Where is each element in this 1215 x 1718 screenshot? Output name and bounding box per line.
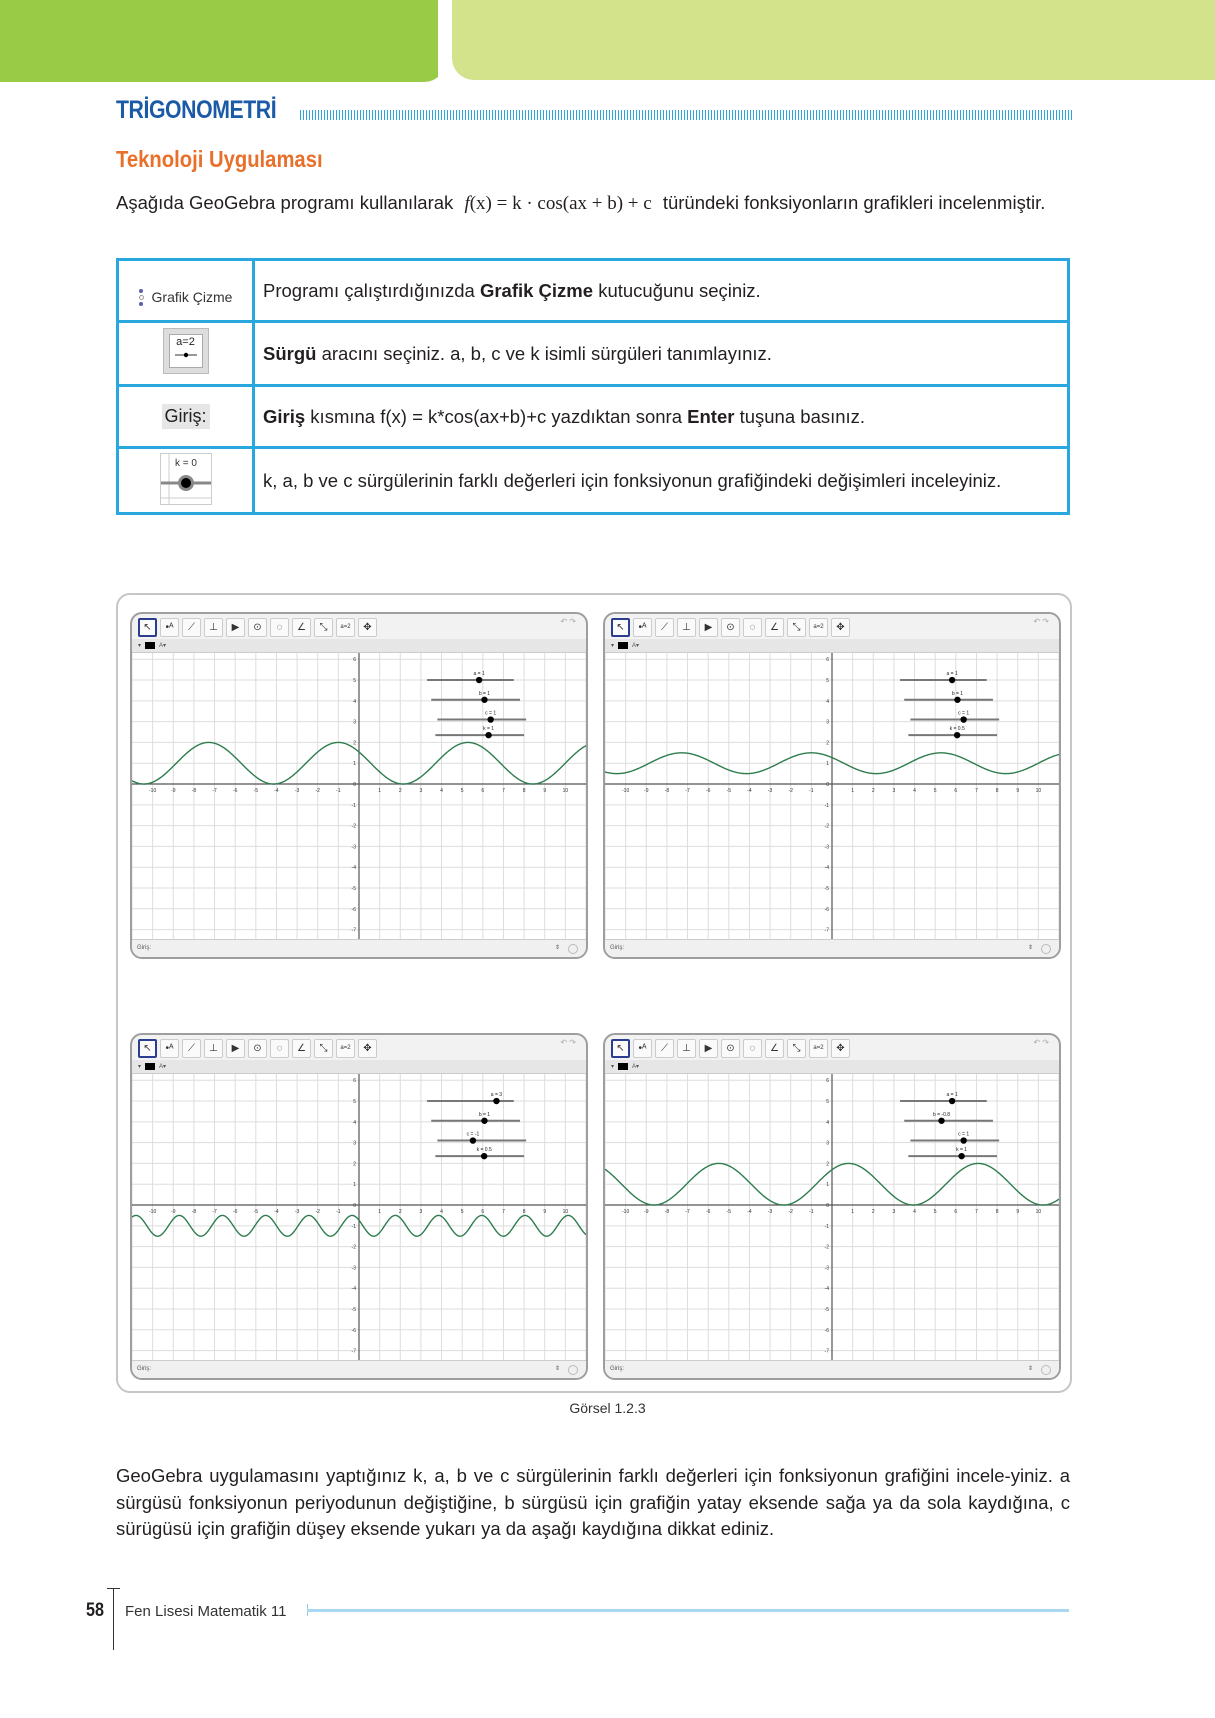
perpendicular-tool-icon[interactable]: ⊥ <box>204 1039 223 1058</box>
move-view-tool-icon[interactable]: ✥ <box>358 618 377 637</box>
step-text: k, a, b ve c sürgülerinin farklı değerleri için fonksiyonun grafiğindeki değişimleri inceleyiniz. <box>254 448 1069 514</box>
step-icon-cell <box>118 386 254 448</box>
figure-caption: Görsel 1.2.3 <box>569 1400 646 1416</box>
step-icon-cell <box>118 448 254 514</box>
geogebra-window <box>603 612 1061 959</box>
svg-text:5: 5 <box>826 1099 829 1106</box>
svg-text:b = 1: b = 1 <box>478 1111 491 1118</box>
svg-text:c = 1: c = 1 <box>958 710 970 717</box>
svg-text:-3: -3 <box>351 1265 356 1272</box>
svg-text:1: 1 <box>353 761 356 768</box>
input-label: Giriş: <box>610 1366 624 1372</box>
svg-text:-10: -10 <box>622 788 630 795</box>
intro-text-before: Aşağıda GeoGebra programı kullanılarak <box>116 192 454 213</box>
conic-tool-icon[interactable]: ◌ <box>270 618 289 637</box>
svg-text:-2: -2 <box>315 1209 320 1216</box>
svg-text:1: 1 <box>851 1209 855 1216</box>
svg-text:1: 1 <box>353 1182 356 1189</box>
steps-table <box>116 258 1070 515</box>
svg-text:c = 1: c = 1 <box>958 1131 970 1138</box>
updown-arrow-icon[interactable]: ⇕ <box>1027 945 1033 951</box>
svg-text:-7: -7 <box>685 1209 690 1216</box>
svg-text:-6: -6 <box>705 788 711 795</box>
svg-text:8: 8 <box>995 1209 999 1216</box>
svg-text:6: 6 <box>954 788 958 795</box>
slider-tool-icon[interactable]: a=2 <box>809 1039 828 1058</box>
svg-text:-7: -7 <box>212 788 217 795</box>
svg-text:-4: -4 <box>747 1209 752 1216</box>
text-style-dropdown[interactable]: A▾ <box>159 1064 167 1070</box>
polygon-tool-icon[interactable]: ▶ <box>699 618 718 637</box>
svg-text:-3: -3 <box>351 844 356 851</box>
step-row <box>118 260 1069 322</box>
svg-text:-5: -5 <box>253 788 259 795</box>
svg-text:5: 5 <box>460 788 464 795</box>
angle-tool-icon[interactable]: ∠ <box>765 618 784 637</box>
help-icon[interactable] <box>1041 1365 1051 1375</box>
svg-text:6: 6 <box>826 657 829 664</box>
polygon-tool-icon[interactable]: ▶ <box>226 1039 245 1058</box>
svg-text:-4: -4 <box>824 1286 829 1293</box>
svg-text:-9: -9 <box>644 1209 649 1216</box>
svg-text:-3: -3 <box>294 788 300 795</box>
svg-text:7: 7 <box>975 1209 978 1216</box>
svg-text:-1: -1 <box>336 788 341 795</box>
svg-text:-7: -7 <box>685 788 690 795</box>
step-text: Giriş kısmına f(x) = k*cos(ax+b)+c yazdıktan sonra Enter tuşuna basınız. <box>254 386 1069 448</box>
svg-text:-1: -1 <box>824 1223 829 1230</box>
svg-text:-4: -4 <box>274 1209 279 1216</box>
svg-text:7: 7 <box>502 788 505 795</box>
line-tool-icon[interactable]: ⟋ <box>655 1039 674 1058</box>
svg-text:-4: -4 <box>351 865 356 872</box>
style-bar: ▾ A▾ <box>605 639 1059 653</box>
svg-text:-5: -5 <box>824 1307 829 1314</box>
svg-text:4: 4 <box>826 698 829 705</box>
input-bar[interactable] <box>132 939 586 957</box>
svg-text:-3: -3 <box>767 788 773 795</box>
angle-tool-icon[interactable]: ∠ <box>765 1039 784 1058</box>
svg-text:4: 4 <box>440 788 443 795</box>
svg-text:-2: -2 <box>788 1209 793 1216</box>
svg-text:3: 3 <box>892 788 896 795</box>
svg-text:-5: -5 <box>726 1209 732 1216</box>
svg-text:-4: -4 <box>747 788 752 795</box>
circle-tool-icon[interactable]: ⊙ <box>721 618 740 637</box>
svg-text:-4: -4 <box>351 1286 356 1293</box>
svg-text:-5: -5 <box>351 1307 356 1314</box>
step-row <box>118 448 1069 514</box>
svg-text:7: 7 <box>975 788 978 795</box>
geogebra-window <box>130 612 588 959</box>
input-bar[interactable] <box>605 1360 1059 1378</box>
geogebra-toolbar <box>132 614 586 640</box>
svg-text:5: 5 <box>826 678 829 685</box>
svg-text:4: 4 <box>353 698 356 705</box>
svg-text:-7: -7 <box>351 927 356 934</box>
svg-text:2: 2 <box>826 1161 829 1168</box>
svg-text:-4: -4 <box>274 788 279 795</box>
svg-text:-1: -1 <box>824 802 829 809</box>
svg-text:5: 5 <box>460 1209 464 1216</box>
svg-text:2: 2 <box>398 1209 402 1216</box>
svg-text:6: 6 <box>481 1209 485 1216</box>
color-swatch[interactable] <box>618 642 628 649</box>
svg-text:-8: -8 <box>191 788 197 795</box>
svg-text:a = 1: a = 1 <box>473 671 485 678</box>
svg-text:0: 0 <box>826 782 829 789</box>
move-view-tool-icon[interactable]: ✥ <box>358 1039 377 1058</box>
move-tool-icon[interactable]: ↖ <box>138 1039 157 1058</box>
svg-text:-1: -1 <box>336 1209 341 1216</box>
svg-text:4: 4 <box>826 1119 829 1126</box>
svg-text:-6: -6 <box>351 1327 356 1334</box>
reflect-tool-icon[interactable]: ⤡ <box>314 618 333 637</box>
conic-tool-icon[interactable]: ◌ <box>743 1039 762 1058</box>
svg-text:-2: -2 <box>824 1244 829 1251</box>
svg-text:4: 4 <box>913 1209 916 1216</box>
svg-text:2: 2 <box>826 740 829 747</box>
svg-text:-10: -10 <box>622 1209 630 1216</box>
circle-tool-icon[interactable]: ⊙ <box>721 1039 740 1058</box>
svg-text:1: 1 <box>378 788 382 795</box>
input-bar[interactable] <box>605 939 1059 957</box>
move-view-tool-icon[interactable]: ✥ <box>831 618 850 637</box>
svg-text:-6: -6 <box>705 1209 711 1216</box>
move-tool-icon[interactable]: ↖ <box>611 618 630 637</box>
intro-text-after: türündeki fonksiyonların grafikleri incelenmiştir. <box>662 192 1046 213</box>
svg-text:-9: -9 <box>171 1209 176 1216</box>
svg-text:3: 3 <box>826 719 829 726</box>
svg-text:-1: -1 <box>351 802 356 809</box>
svg-text:k = 0.5: k = 0.5 <box>949 726 965 733</box>
input-bar-icon: Giriş: <box>162 404 210 429</box>
svg-text:9: 9 <box>543 1209 547 1216</box>
svg-text:k = 1: k = 1 <box>956 1147 968 1154</box>
color-swatch[interactable] <box>145 1063 155 1070</box>
svg-text:8: 8 <box>995 788 999 795</box>
svg-text:2: 2 <box>871 788 875 795</box>
text-style-dropdown[interactable]: A▾ <box>632 1064 640 1070</box>
move-tool-icon[interactable]: ↖ <box>138 618 157 637</box>
conic-tool-icon[interactable]: ◌ <box>270 1039 289 1058</box>
geogebra-toolbar <box>605 614 1059 640</box>
svg-text:-6: -6 <box>232 788 238 795</box>
line-tool-icon[interactable]: ⟋ <box>182 618 201 637</box>
svg-text:6: 6 <box>481 788 485 795</box>
svg-text:1: 1 <box>851 788 855 795</box>
text-style-dropdown[interactable]: A▾ <box>632 643 640 649</box>
svg-text:9: 9 <box>1016 1209 1020 1216</box>
svg-text:2: 2 <box>353 1161 356 1168</box>
outro-paragraph: GeoGebra uygulamasını yaptığınız k, a, b ve c sürgülerinin farklı değerleri için fonksiyonun grafiğini incele-yiniz. a sürgüsü fonksiyonun periyodunun değiştiğine, b sürgüsü için grafiğin yatay eksende sağa ya da sola kaydığına, c sürügüsü için grafiğin düşey eksende yukarı ya da aşağı kaydığına dikkat ediniz. <box>116 1465 1070 1539</box>
perpendicular-tool-icon[interactable]: ⊥ <box>677 1039 696 1058</box>
angle-tool-icon[interactable]: ∠ <box>292 618 311 637</box>
move-view-tool-icon[interactable]: ✥ <box>831 1039 850 1058</box>
svg-text:a = 3: a = 3 <box>490 1092 503 1099</box>
svg-text:3: 3 <box>419 1209 423 1216</box>
svg-text:-1: -1 <box>351 1223 356 1230</box>
svg-text:9: 9 <box>1016 788 1020 795</box>
svg-text:-7: -7 <box>824 927 829 934</box>
svg-text:4: 4 <box>440 1209 443 1216</box>
svg-text:-1: -1 <box>809 788 814 795</box>
reflect-tool-icon[interactable]: ⤡ <box>314 1039 333 1058</box>
footer-bar <box>307 1609 1069 1612</box>
book-title: Fen Lisesi Matematik 11 <box>125 1603 287 1620</box>
svg-text:c = -1: c = -1 <box>466 1131 480 1138</box>
updown-arrow-icon[interactable]: ⇕ <box>554 1366 560 1372</box>
svg-text:10: 10 <box>562 788 569 795</box>
slider-tool-icon[interactable]: a=2 <box>336 618 355 637</box>
chapter-title: TRİGONOMETRİ <box>116 96 277 124</box>
svg-text:10: 10 <box>1035 1209 1042 1216</box>
svg-text:5: 5 <box>933 788 937 795</box>
svg-text:-2: -2 <box>351 823 356 830</box>
svg-text:6: 6 <box>353 657 356 664</box>
svg-text:-5: -5 <box>726 788 732 795</box>
svg-text:-8: -8 <box>664 788 670 795</box>
svg-text:0: 0 <box>353 782 356 789</box>
svg-text:3: 3 <box>826 1140 829 1147</box>
svg-text:k = 1: k = 1 <box>483 726 495 733</box>
section-title: Teknoloji Uygulaması <box>116 146 323 172</box>
graphics-view[interactable] <box>132 653 586 940</box>
svg-text:k = 0: k = 0 <box>174 457 197 469</box>
perpendicular-tool-icon[interactable]: ⊥ <box>204 618 223 637</box>
circle-tool-icon[interactable]: ⊙ <box>248 618 267 637</box>
slider-tool-icon: a=2 <box>163 328 209 374</box>
svg-text:-3: -3 <box>824 1265 829 1272</box>
step-row <box>118 322 1069 386</box>
svg-text:-5: -5 <box>351 886 356 893</box>
svg-text:-7: -7 <box>351 1348 356 1355</box>
svg-text:k = 0.5: k = 0.5 <box>476 1147 492 1154</box>
input-label: Giriş: <box>610 945 624 951</box>
svg-text:10: 10 <box>562 1209 569 1216</box>
slider-tool-icon[interactable]: a=2 <box>809 618 828 637</box>
svg-text:6: 6 <box>954 1209 958 1216</box>
point-tool-icon[interactable]: •ᴬ <box>160 1039 179 1058</box>
svg-text:-2: -2 <box>351 1244 356 1251</box>
header-band-left <box>0 0 446 82</box>
reflect-tool-icon[interactable]: ⤡ <box>787 1039 806 1058</box>
geogebra-toolbar <box>605 1035 1059 1061</box>
geogebra-toolbar <box>132 1035 586 1061</box>
svg-text:6: 6 <box>353 1078 356 1085</box>
svg-text:a = 1: a = 1 <box>946 671 958 678</box>
header-band-right <box>452 0 1215 80</box>
svg-text:4: 4 <box>353 1119 356 1126</box>
svg-text:5: 5 <box>933 1209 937 1216</box>
svg-text:-10: -10 <box>149 1209 157 1216</box>
slider-point-icon <box>160 453 212 505</box>
grafik-cizme-icon: Grafik Çizme <box>139 289 233 306</box>
svg-text:-6: -6 <box>824 906 829 913</box>
step-text: Programı çalıştırdığınızda Grafik Çizme kutucuğunu seçiniz. <box>254 260 1069 322</box>
page-number: 58 <box>86 1600 104 1621</box>
step-row <box>118 386 1069 448</box>
svg-text:8: 8 <box>522 1209 526 1216</box>
graphics-view[interactable] <box>132 1074 586 1361</box>
color-swatch[interactable] <box>618 1063 628 1070</box>
svg-text:10: 10 <box>1035 788 1042 795</box>
chapter-rule <box>300 110 1072 120</box>
svg-text:-8: -8 <box>664 1209 670 1216</box>
svg-text:0: 0 <box>826 1203 829 1210</box>
reflect-tool-icon[interactable]: ⤡ <box>787 618 806 637</box>
svg-text:0: 0 <box>353 1203 356 1210</box>
polygon-tool-icon[interactable]: ▶ <box>699 1039 718 1058</box>
svg-text:1: 1 <box>826 1182 829 1189</box>
step-text: Sürgü aracını seçiniz. a, b, c ve k isimli sürgüleri tanımlayınız. <box>254 322 1069 386</box>
svg-text:2: 2 <box>353 740 356 747</box>
angle-tool-icon[interactable]: ∠ <box>292 1039 311 1058</box>
point-tool-icon[interactable]: •ᴬ <box>633 1039 652 1058</box>
svg-text:-2: -2 <box>788 788 793 795</box>
point-tool-icon[interactable]: •ᴬ <box>633 618 652 637</box>
style-bar: ▾ A▾ <box>132 639 586 653</box>
svg-text:c = 1: c = 1 <box>485 710 497 717</box>
svg-text:-9: -9 <box>171 788 176 795</box>
move-tool-icon[interactable]: ↖ <box>611 1039 630 1058</box>
style-bar: ▾ A▾ <box>605 1060 1059 1074</box>
input-label: Giriş: <box>137 945 151 951</box>
svg-text:-5: -5 <box>824 886 829 893</box>
svg-text:9: 9 <box>543 788 547 795</box>
undo-redo-icon[interactable]: ↶ ↷ <box>560 617 576 626</box>
style-bar: ▾ A▾ <box>132 1060 586 1074</box>
svg-text:-9: -9 <box>644 788 649 795</box>
help-icon[interactable] <box>1041 944 1051 954</box>
svg-text:b = 1: b = 1 <box>951 690 964 697</box>
line-tool-icon[interactable]: ⟋ <box>182 1039 201 1058</box>
svg-text:-5: -5 <box>253 1209 259 1216</box>
slider-tool-icon[interactable]: a=2 <box>336 1039 355 1058</box>
svg-text:7: 7 <box>502 1209 505 1216</box>
svg-text:8: 8 <box>522 788 526 795</box>
undo-redo-icon[interactable]: ↶ ↷ <box>1033 617 1049 626</box>
svg-text:-8: -8 <box>191 1209 197 1216</box>
input-bar[interactable] <box>132 1360 586 1378</box>
help-icon[interactable] <box>568 1365 578 1375</box>
intro-paragraph <box>116 190 1070 217</box>
svg-text:5: 5 <box>353 678 356 685</box>
svg-text:1: 1 <box>378 1209 382 1216</box>
svg-text:b = 1: b = 1 <box>478 690 491 697</box>
geogebra-window <box>130 1033 588 1380</box>
svg-text:-6: -6 <box>351 906 356 913</box>
svg-text:1: 1 <box>826 761 829 768</box>
step-icon-cell <box>118 322 254 386</box>
svg-text:-2: -2 <box>824 823 829 830</box>
conic-tool-icon[interactable]: ◌ <box>743 618 762 637</box>
svg-text:-2: -2 <box>315 788 320 795</box>
undo-redo-icon[interactable]: ↶ ↷ <box>1033 1038 1049 1047</box>
svg-text:4: 4 <box>913 788 916 795</box>
graphics-view[interactable] <box>605 653 1059 940</box>
svg-text:-6: -6 <box>824 1327 829 1334</box>
svg-text:2: 2 <box>871 1209 875 1216</box>
color-swatch[interactable] <box>145 642 155 649</box>
svg-text:-3: -3 <box>824 844 829 851</box>
updown-arrow-icon[interactable]: ⇕ <box>554 945 560 951</box>
polygon-tool-icon[interactable]: ▶ <box>226 618 245 637</box>
updown-arrow-icon[interactable]: ⇕ <box>1027 1366 1033 1372</box>
geogebra-window <box>603 1033 1061 1380</box>
text-style-dropdown[interactable]: A▾ <box>159 643 167 649</box>
svg-text:3: 3 <box>353 1140 356 1147</box>
graphics-view[interactable] <box>605 1074 1059 1361</box>
svg-text:-1: -1 <box>809 1209 814 1216</box>
svg-text:6: 6 <box>826 1078 829 1085</box>
svg-text:-7: -7 <box>824 1348 829 1355</box>
line-tool-icon[interactable]: ⟋ <box>655 618 674 637</box>
svg-text:-6: -6 <box>232 1209 238 1216</box>
svg-text:b = -0.8: b = -0.8 <box>932 1111 951 1118</box>
svg-text:-3: -3 <box>767 1209 773 1216</box>
svg-text:3: 3 <box>892 1209 896 1216</box>
undo-redo-icon[interactable]: ↶ ↷ <box>560 1038 576 1047</box>
point-tool-icon[interactable]: •ᴬ <box>160 618 179 637</box>
svg-text:-10: -10 <box>149 788 157 795</box>
perpendicular-tool-icon[interactable]: ⊥ <box>677 618 696 637</box>
help-icon[interactable] <box>568 944 578 954</box>
svg-text:2: 2 <box>398 788 402 795</box>
svg-text:3: 3 <box>419 788 423 795</box>
input-label: Giriş: <box>137 1366 151 1372</box>
svg-text:-7: -7 <box>212 1209 217 1216</box>
intro-formula: f(x) = k · cos(ax + b) + c <box>464 193 652 214</box>
svg-text:-3: -3 <box>294 1209 300 1216</box>
svg-text:a = 1: a = 1 <box>946 1092 958 1099</box>
circle-tool-icon[interactable]: ⊙ <box>248 1039 267 1058</box>
svg-text:5: 5 <box>353 1099 356 1106</box>
step-icon-cell <box>118 260 254 322</box>
svg-text:3: 3 <box>353 719 356 726</box>
svg-text:-4: -4 <box>824 865 829 872</box>
footer-divider <box>113 1588 114 1650</box>
